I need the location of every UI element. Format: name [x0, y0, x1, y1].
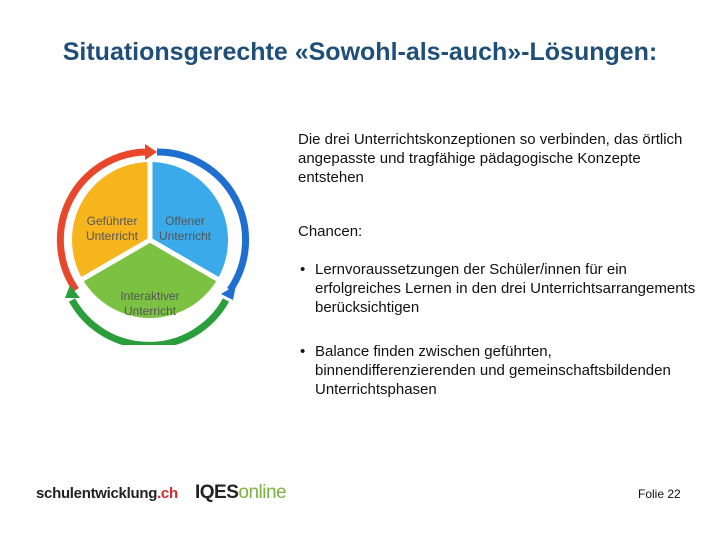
logo-text-iqes: IQES	[195, 482, 239, 503]
bullet-marker: •	[300, 343, 306, 360]
segment-label-interaktiver-2: Unterricht	[123, 304, 177, 318]
list-item	[298, 342, 698, 399]
segment-label-offener-2: Unterricht	[158, 229, 212, 243]
chancen-heading: Chancen:	[298, 223, 363, 240]
segment-label-gefuehrter-2: Unterricht	[85, 229, 139, 243]
bullet-marker: •	[300, 261, 306, 278]
intro-text: Die drei Unterrichtskonzeptionen so verbinden, das örtlich angepasste und tragfähige pädagogische Konzepte entstehen	[298, 131, 683, 186]
iqes-online-logo	[195, 482, 286, 504]
segment-label-offener-1: Offener	[165, 214, 205, 228]
slide-title: Situationsgerechte «Sowohl-als-auch»-Lösungen:	[62, 38, 658, 66]
bullet-text: Lernvoraussetzungen der Schüler/innen für ein erfolgreiches Lernen in den drei Unterrichtsarrangements berücksichtigen	[315, 261, 696, 316]
schulentwicklung-logo	[36, 485, 178, 502]
bullet-list	[298, 260, 698, 424]
slide-number: Folie 22	[638, 487, 681, 501]
segment-label-interaktiver-1: Interaktiver	[120, 289, 180, 303]
list-item	[298, 260, 698, 317]
logo-text-main: schulentwicklung	[36, 485, 158, 502]
segment-label-gefuehrter-1: Geführter	[86, 214, 138, 228]
cycle-diagram	[40, 140, 255, 345]
arrow-red-head	[145, 144, 157, 160]
logo-text-tld: .ch	[157, 485, 178, 502]
logo-text-online: online	[238, 482, 287, 503]
bullet-text: Balance finden zwischen geführten, binnendifferenzierenden und gemeinschaftsbildenden Unterrichtsphasen	[315, 343, 671, 398]
